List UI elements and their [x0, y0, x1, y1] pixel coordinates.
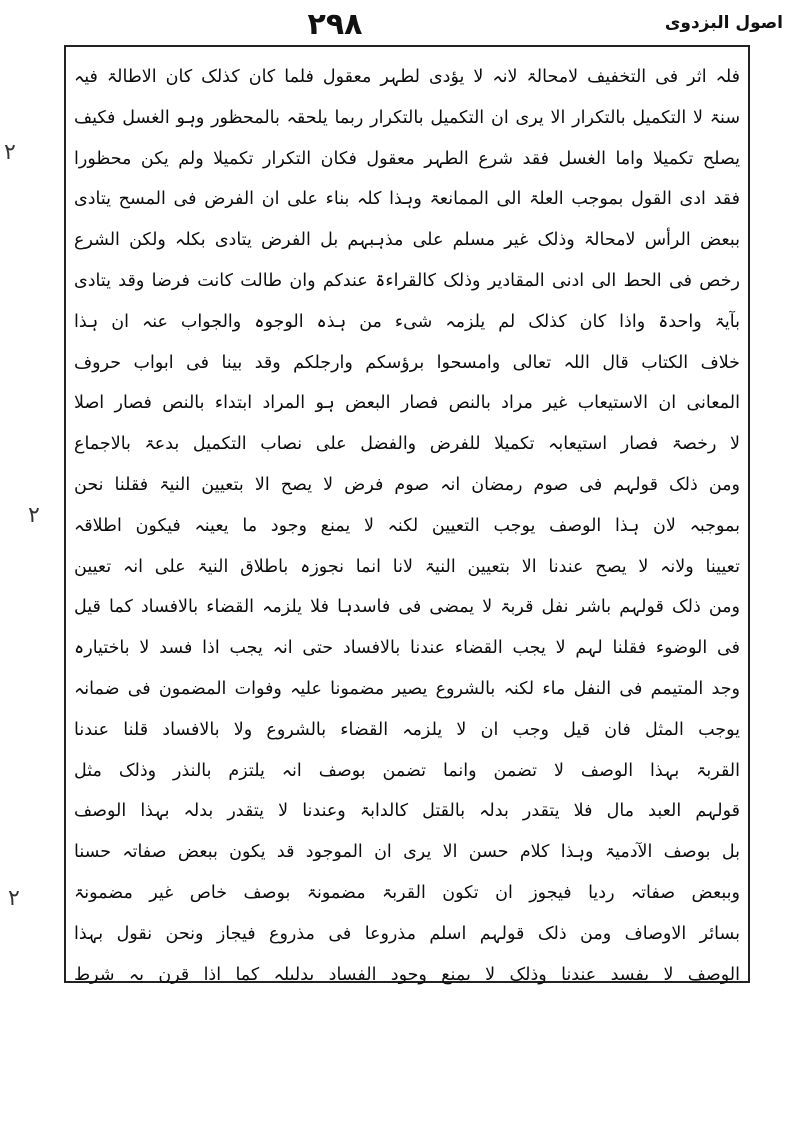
text-line: ومن ذلک قولہم فی صوم رمضان انہ صوم فرض لا یصح الا بتعیین النیۃ فقلنا نحن — [74, 474, 740, 495]
text-line: فلہ اثر فی التخفیف لامحالۃ لانہ لا یؤدی لطہر معقول فلما کان کذلک کان الاطالۃ فیہ — [74, 67, 740, 87]
text-line: تعیینا ولانہ لا یصح عندنا الا بتعیین النیۃ لانا انما نجوزہ باطلاق النیۃ علی انہ تعیین — [74, 556, 740, 577]
text-line: یوجب المثل فان قیل وجب ان لا یلزمہ القضاء بالشروع ولا بالافساد قلنا عندنا — [74, 719, 740, 740]
text-line: الوصف لا یفسد عندنا وذلک لا یمنع وجود الفساد بدلیلہ کما اذا قرن بہ شرط — [74, 964, 740, 985]
text-line: القربۃ بہذا الوصف لا تضمن وانما تضمن بوصف انہ یلتزم بالنذر وذلک مثل — [74, 760, 740, 781]
text-line: المعانی ان الاستیعاب غیر مراد بالنص فصار البعض ہو المراد ابتداء بالنص فصار اصلا — [74, 393, 740, 414]
margin-mark-3: ٢ — [8, 886, 20, 911]
text-line: یصلح تکمیلا واما الغسل فقد شرع الطہر معقول فکان التکرار تکمیلا ولم یکن محظورا — [74, 148, 740, 169]
text-line: فی الوضوء فقلنا لہم لا یجب القضاء عندنا بالافساد حتی انہ یجب اذا فسد لا باختیارہ — [74, 638, 740, 659]
text-line: فقد ادی القول بموجب العلۃ الی الممانعۃ وہذا کلہ بناء علی ان الفرض فی المسح یتادی — [74, 189, 740, 210]
text-line: ومن ذلک قولہم باشر نفل قربۃ لا یمضی فی فاسدہا فلا یلزمہ القضاء بالافساد کما قیل — [74, 597, 740, 618]
margin-mark-1: ٢ — [4, 140, 16, 165]
body-text — [74, 57, 740, 995]
running-head: اصول البزدوی — [664, 13, 783, 33]
text-line: ببعض الرأس لامحالۃ وذلک غیر مسلم علی مذہبہم بل الفرض یتادی بکلہ ولکن الشرع — [74, 230, 740, 251]
margin-mark-2: ٢ — [28, 503, 40, 528]
text-line: وجد المتیمم فی النفل ماء لکنہ بالشروع یصیر مضمونا علیہ وفوات المضمون فی ضمانہ — [74, 678, 740, 699]
text-line: بآیۃ واحدۃ واذا کان کذلک لم یلزمہ شیء من ہذہ الوجوہ والجواب عنہ ان ہذا — [74, 311, 740, 332]
text-frame — [64, 45, 750, 983]
page-number: ٢٩٨ — [307, 7, 363, 42]
text-line: بسائر الاوصاف ومن ذلک قولہم اسلم مذروعا فی مذروع فیجاز ونحن نقول بہذا — [74, 923, 740, 944]
text-line: سنۃ لا التکمیل بالتکرار الا یری ان التکمیل بالتکرار ربما یلحقہ بالمحظور وہو الغسل فکیف — [74, 107, 740, 128]
text-line: وببعض صفاتہ ردیا فیجوز ان تکون القربۃ مضمونۃ بوصف خاص غیر مضمونۃ — [74, 882, 740, 903]
text-line: قولہم العبد مال فلا یتقدر بدلہ بالقتل کالدابۃ وعندنا لا یتقدر بدلہ بہذا الوصف — [74, 801, 740, 822]
text-line: بل بوصف الآدمیۃ وہذا کلام حسن الا یری ان الموجود قد یکون ببعض صفاتہ حسنا — [74, 842, 740, 863]
text-line: بموجبہ لان ہذا الوصف یوجب التعیین لکنہ لا یمنع وجود ما یعینہ فیکون اطلاقہ — [74, 515, 740, 536]
text-line: لا رخصۃ فصار استیعابہ تکمیلا للفرض والفضل علی نصاب التکمیل بدعۃ بالاجماع — [74, 434, 740, 455]
text-line: رخص فی الحط الی ادنی المقادیر وذلک کالقراءۃ عندکم وان طالت کانت فرضا وقد یتادی — [74, 270, 740, 291]
text-line: خلاف الکتاب قال اللہ تعالی وامسحوا برؤسکم وارجلکم وقد بینا فی ابواب حروف — [74, 352, 740, 373]
